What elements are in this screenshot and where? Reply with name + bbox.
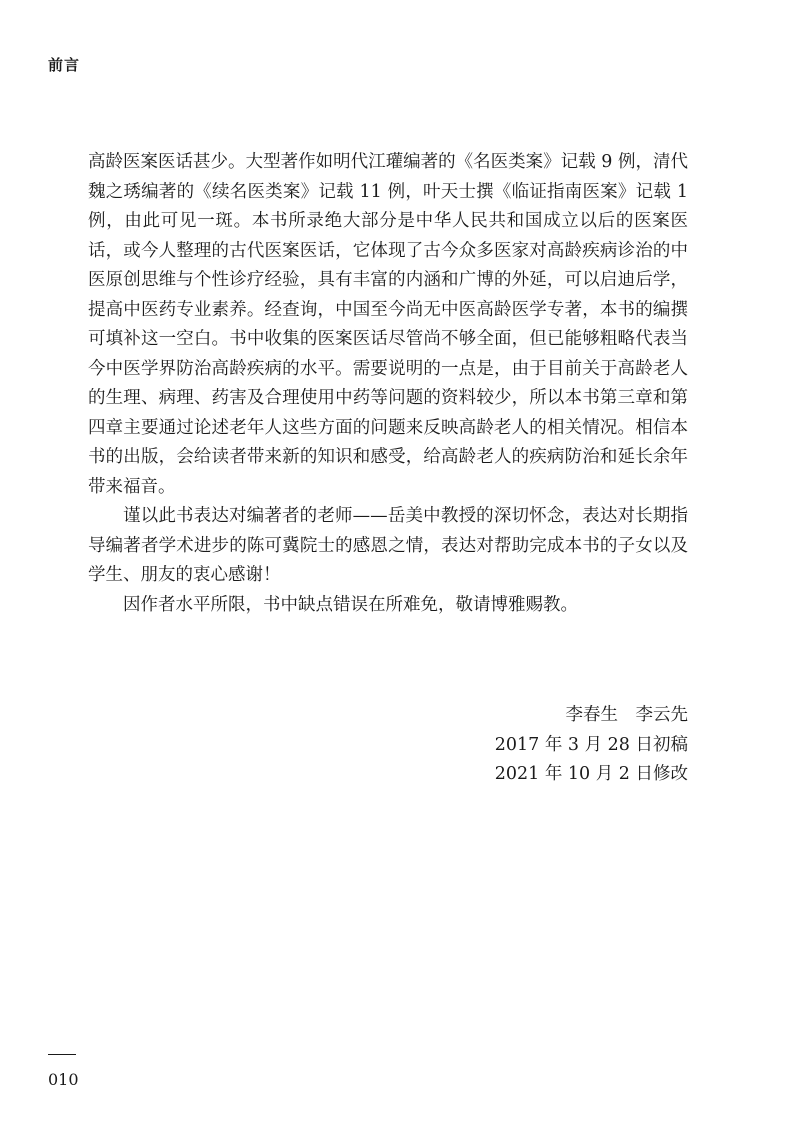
paragraph-3: 因作者水平所限，书中缺点错误在所难免，敬请博雅赐教。	[123, 594, 578, 615]
signature-block	[495, 701, 688, 790]
author-names: 李春生 李云先	[565, 705, 688, 725]
running-head-title: 前言	[48, 56, 81, 74]
paragraph-2: 谨以此书表达对编著者的老师——岳美中教授的深切怀念，表达对长期指导编著者学术进步的陈可冀院士的感恩之情，表达对帮助完成本书的子女以及学生、朋友的衷心感谢！	[88, 506, 688, 585]
page-number: 010	[48, 1070, 79, 1089]
paragraph-1: 高龄医案医话甚少。大型著作如明代江瓘编著的《名医类案》记载 9 例，清代魏之琇编著的《续名医类案》记载 11 例，叶天士撰《临证指南医案》记载 1 例，由此可见一斑。本书所录绝大部分是中华人民共和国成立以后的医案医话，或今人整理的古代医案医话，它体现了古今众多医家对高龄疾病诊治的中医原创思维与个性诊疗经验，具有丰富的内涵和广博的外延，可以启迪后学，提高中医药专业素养。经查询，中国至今尚无中医高龄医学专著，本书的编撰可填补这一空白。书中收集的医案医话尽管尚不够全面，但已能够粗略代表当今中医学界防治高龄疾病的水平。需要说明的一点是，由于目前关于高龄老人的生理、病理、药害及合理使用中药等问题的资料较少，所以本书第三章和第四章主要通过论述老年人这些方面的问题来反映高龄老人的相关情况。相信本书的出版，会给读者带来新的知识和感受，给高龄老人的疾病防治和延长余年带来福音。	[88, 152, 688, 497]
page-number-rule	[48, 1054, 76, 1055]
preface-body	[88, 148, 688, 620]
revision-date: 2021 年 10 月 2 日修改	[494, 764, 688, 784]
first-draft-date: 2017 年 3 月 28 日初稿	[494, 734, 688, 755]
